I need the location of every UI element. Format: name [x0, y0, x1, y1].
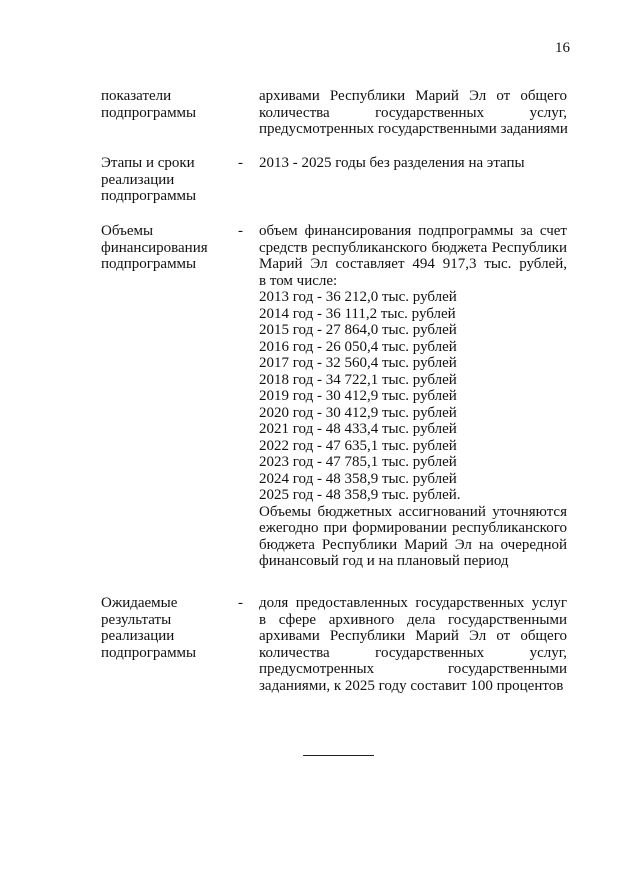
intro-line: Марий Эл составляет 494 917,3 тыс. рублей, — [259, 256, 567, 272]
label-line: подпрограммы — [101, 104, 197, 121]
label-line: Ожидаемые — [101, 595, 178, 611]
intro-line: объем финансирования подпрограммы за счет — [259, 223, 567, 239]
content-line: архивами Республики Марий Эл от общего — [259, 88, 567, 104]
label-line: показатели — [101, 88, 172, 104]
row-content — [259, 223, 567, 570]
content-line: количества государственных услуг, — [259, 644, 567, 661]
year-amount: 2024 год - 48 358,9 тыс. рублей — [259, 470, 457, 487]
label-line: подпрограммы — [101, 644, 197, 661]
page-number: 16 — [555, 40, 570, 56]
note-line: бюджета Республики Марий Эл на очередной — [259, 536, 567, 553]
content-line: в сфере архивного дела государственными — [259, 611, 567, 628]
year-amount: 2015 год - 27 864,0 тыс. рублей — [259, 322, 457, 338]
year-amount: 2014 год - 36 111,2 тыс. рублей — [259, 305, 456, 322]
content-line: 2013 - 2025 годы без разделения на этапы — [259, 155, 525, 171]
content-line: предусмотренных государственными заданиями — [259, 121, 568, 137]
row-content — [259, 595, 567, 694]
label-line: Объемы — [101, 223, 154, 239]
year-amount: 2020 год - 30 412,9 тыс. рублей — [259, 404, 457, 421]
content-line: доля предоставленных государственных услуг — [259, 595, 567, 611]
intro-line: в том числе: — [259, 272, 338, 289]
row-label — [101, 155, 236, 205]
note-line: ежегодно при формировании республиканского — [259, 520, 567, 536]
content-line: заданиями, к 2025 году составит 100 процентов — [259, 677, 564, 694]
row-dash: - — [238, 223, 243, 239]
label-line: финансирования — [101, 239, 208, 256]
row-dash: - — [238, 155, 243, 171]
year-amount: 2019 год - 30 412,9 тыс. рублей — [259, 388, 457, 404]
content-line: предусмотренных государственными — [259, 661, 567, 677]
row-dash: - — [238, 595, 243, 611]
label-line: подпрограммы — [101, 256, 197, 272]
label-line: реализации — [101, 171, 175, 188]
row-content — [259, 155, 567, 172]
label-line: результаты — [101, 611, 172, 628]
year-amount: 2022 год - 47 635,1 тыс. рублей — [259, 437, 457, 454]
row-content — [259, 88, 567, 138]
content-line: количества государственных услуг, — [259, 104, 567, 121]
content-line: архивами Республики Марий Эл от общего — [259, 628, 567, 644]
row-label — [101, 88, 236, 121]
year-amount: 2018 год - 34 722,1 тыс. рублей — [259, 371, 457, 388]
year-amount: 2025 год - 48 358,9 тыс. рублей. — [259, 487, 461, 503]
year-amount: 2013 год - 36 212,0 тыс. рублей — [259, 289, 457, 305]
year-amount: 2016 год - 26 050,4 тыс. рублей — [259, 338, 457, 355]
label-line: Этапы и сроки — [101, 155, 195, 171]
row-label — [101, 595, 236, 661]
label-line: реализации — [101, 628, 175, 644]
label-line: подпрограммы — [101, 188, 197, 204]
year-amount: 2021 год - 48 433,4 тыс. рублей — [259, 421, 457, 437]
year-amount: 2017 год - 32 560,4 тыс. рублей — [259, 355, 457, 371]
intro-line: средств республиканского бюджета Республики — [259, 239, 567, 256]
note-line: финансовый год и на плановый период — [259, 553, 509, 569]
end-rule — [303, 755, 374, 756]
row-label — [101, 223, 236, 273]
year-amount: 2023 год - 47 785,1 тыс. рублей — [259, 454, 457, 470]
note-line: Объемы бюджетных ассигнований уточняются — [259, 503, 567, 520]
